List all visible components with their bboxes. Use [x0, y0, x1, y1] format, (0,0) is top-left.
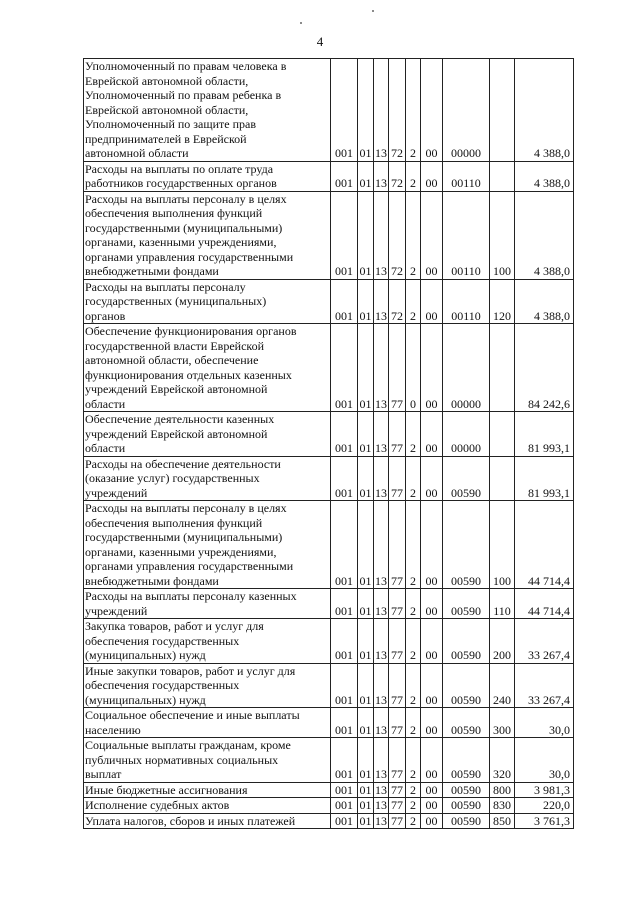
subprogram-code-cell: 2 [406, 663, 421, 708]
table-row [84, 663, 574, 708]
item-name-line: Расходы на выплаты персоналу казенных [85, 589, 297, 603]
scan-speck [372, 10, 374, 12]
item-name-line: органами управления государственными [85, 249, 294, 264]
event-code-cell: 00 [421, 782, 443, 798]
page-number: 4 [316, 34, 324, 49]
program-code-cell: 77 [389, 738, 406, 783]
item-name-cell [84, 59, 331, 162]
subsection-code-cell: 13 [374, 279, 389, 324]
direction-code-cell: 00590 [443, 589, 490, 619]
item-name-line: органов [85, 308, 126, 323]
item-name-line: Уполномоченный по правам человека в [85, 59, 287, 73]
item-name-line: Еврейской автономной области, [85, 102, 249, 117]
direction-code-cell: 00110 [443, 279, 490, 324]
table-row [84, 619, 574, 664]
item-name-line: органами управления государственными [85, 559, 294, 573]
amount-cell: 4 388,0 [515, 161, 574, 191]
item-name-line: обеспечения государственных [85, 678, 240, 692]
item-name-line: государственными (муниципальными) [85, 220, 283, 235]
item-name-line: внебюджетными фондами [85, 573, 219, 588]
grbs-code-cell: 001 [331, 738, 358, 783]
section-code-cell: 01 [359, 782, 372, 797]
event-code-cell: 00 [421, 813, 443, 829]
expense-type-code-cell: 300 [490, 708, 515, 738]
program-code-cell: 77 [389, 589, 406, 619]
subsection-code-cell: 13 [374, 191, 389, 279]
amount-cell: 3 761,3 [515, 813, 574, 829]
amount-cell: 4 388,0 [515, 191, 574, 279]
grbs-code-cell: 001 [331, 798, 358, 814]
subprogram-code-cell: 2 [406, 708, 421, 738]
subsection-code-cell: 13 [375, 813, 387, 828]
subprogram-code-cell: 2 [406, 798, 421, 814]
subsection-code-cell: 13 [374, 619, 389, 664]
item-name-line: Уполномоченный по защите прав [85, 117, 256, 131]
table-row [84, 798, 574, 814]
section-code-cell: 01 [358, 161, 374, 191]
item-name-cell [84, 279, 331, 324]
subsection-code-cell: 13 [375, 782, 387, 797]
item-name-line: Еврейской автономной области, [85, 73, 249, 88]
table-row [84, 456, 574, 501]
amount-cell: 33 267,4 [515, 663, 574, 708]
direction-code-cell: 00590 [443, 708, 490, 738]
expense-type-code-cell: 800 [490, 782, 515, 798]
direction-code-cell: 00000 [443, 412, 490, 457]
item-name-line: государственных (муниципальных) [85, 294, 267, 308]
table-row [84, 708, 574, 738]
item-name-line: автономной области, обеспечение [85, 353, 259, 367]
event-code-cell: 00 [421, 412, 443, 457]
item-name-cell [84, 782, 331, 798]
event-code-cell: 00 [421, 191, 443, 279]
item-name-line: выплат [85, 767, 122, 781]
direction-code-cell: 00590 [443, 663, 490, 708]
item-name-line: Обеспечение деятельности казенных [85, 412, 275, 426]
amount-cell: 4 388,0 [515, 279, 574, 324]
subsection-code-cell: 13 [374, 161, 389, 191]
program-code-cell: 77 [389, 412, 406, 457]
program-code-cell: 77 [389, 798, 406, 814]
item-name-line: функционирования отдельных казенных [85, 367, 292, 382]
item-name-line: Исполнение судебных актов [85, 798, 230, 812]
section-code-cell: 01 [358, 501, 374, 589]
program-code-cell: 77 [389, 663, 406, 708]
event-code-cell: 00 [421, 619, 443, 664]
item-name-line: Расходы на выплаты персоналу [85, 279, 246, 294]
item-name-line: Расходы на выплаты персоналу в целях [85, 501, 287, 515]
table-row [84, 782, 574, 798]
amount-cell: 81 993,1 [515, 412, 574, 457]
subsection-code-cell: 13 [374, 663, 389, 708]
amount-cell: 84 242,6 [515, 324, 574, 412]
item-name-line: области [85, 396, 126, 411]
item-name-cell [84, 324, 331, 412]
program-code-cell: 77 [389, 501, 406, 589]
section-code-cell: 01 [358, 738, 374, 783]
event-code-cell: 00 [421, 59, 443, 162]
program-code-cell: 77 [389, 782, 406, 798]
section-code-cell: 01 [358, 663, 374, 708]
event-code-cell: 00 [421, 324, 443, 412]
program-code-cell: 72 [389, 161, 406, 191]
item-name-cell [84, 663, 331, 708]
event-code-cell: 00 [421, 161, 443, 191]
item-name-line: (муниципальных) нужд [85, 648, 206, 662]
direction-code-cell: 00590 [443, 798, 490, 814]
item-name-line: Расходы на обеспечение деятельности [85, 456, 281, 471]
item-name-line: обеспечения выполнения функций [85, 206, 263, 220]
item-name-line: учреждений Еврейской автономной [85, 426, 268, 441]
subprogram-code-cell: 2 [406, 619, 421, 664]
item-name-line: (оказание услуг) государственных [85, 471, 260, 485]
expense-type-code-cell [490, 456, 515, 501]
item-name-line: публичных нормативных социальных [85, 752, 279, 767]
direction-code-cell: 00000 [443, 59, 490, 162]
item-name-line: государственной власти Еврейской [85, 338, 265, 353]
expense-type-code-cell: 100 [490, 501, 515, 589]
item-name-line: (муниципальных) нужд [85, 692, 206, 707]
direction-code-cell: 00110 [443, 161, 490, 191]
amount-cell: 44 714,4 [515, 589, 574, 619]
grbs-code-cell: 001 [331, 191, 358, 279]
event-code-cell: 00 [421, 663, 443, 708]
item-name-line: органами, казенными учреждениями, [85, 544, 277, 559]
section-code-cell: 01 [358, 619, 374, 664]
subprogram-code-cell: 2 [406, 59, 421, 162]
item-name-line: обеспечения государственных [85, 633, 240, 648]
item-name-line: автономной области [85, 146, 189, 160]
amount-cell: 4 388,0 [515, 59, 574, 162]
item-name-line: работников государственных органов [85, 176, 277, 190]
event-code-cell: 00 [421, 589, 443, 619]
subprogram-code-cell: 2 [406, 412, 421, 457]
program-code-cell: 72 [389, 191, 406, 279]
subsection-code-cell: 13 [374, 412, 389, 457]
amount-cell: 33 267,4 [515, 619, 574, 664]
item-name-line: обеспечения выполнения функций [85, 515, 263, 530]
event-code-cell: 00 [421, 738, 443, 783]
program-code-cell: 77 [389, 813, 406, 829]
grbs-code-cell: 001 [331, 663, 358, 708]
grbs-code-cell: 001 [331, 59, 358, 162]
section-code-cell: 01 [358, 191, 374, 279]
subsection-code-cell: 13 [375, 798, 387, 812]
subprogram-code-cell: 2 [406, 813, 421, 829]
scan-speck [300, 22, 302, 24]
item-name-line: учреждений [85, 603, 148, 618]
table-row [84, 589, 574, 619]
item-name-cell [84, 161, 331, 191]
item-name-cell [84, 708, 331, 738]
direction-code-cell: 00000 [443, 324, 490, 412]
expense-type-code-cell: 100 [490, 191, 515, 279]
item-name-cell [84, 738, 331, 783]
section-code-cell: 01 [359, 798, 372, 812]
grbs-code-cell: 001 [331, 501, 358, 589]
direction-code-cell: 00590 [443, 619, 490, 664]
item-name-line: Иные закупки товаров, работ и услуг для [85, 663, 296, 678]
section-code-cell: 01 [358, 324, 374, 412]
program-code-cell: 77 [389, 456, 406, 501]
subprogram-code-cell: 2 [406, 501, 421, 589]
event-code-cell: 00 [421, 501, 443, 589]
table-row [84, 279, 574, 324]
program-code-cell: 77 [389, 619, 406, 664]
event-code-cell: 00 [421, 456, 443, 501]
program-code-cell: 77 [389, 324, 406, 412]
expense-type-code-cell: 120 [490, 279, 515, 324]
grbs-code-cell: 001 [331, 782, 358, 798]
section-code-cell: 01 [358, 279, 374, 324]
grbs-code-cell: 001 [331, 161, 358, 191]
amount-cell: 81 993,1 [515, 456, 574, 501]
section-code-cell: 01 [358, 456, 374, 501]
subprogram-code-cell: 2 [406, 456, 421, 501]
table-row [84, 501, 574, 589]
subsection-code-cell: 13 [374, 501, 389, 589]
program-code-cell: 77 [389, 708, 406, 738]
item-name-line: учреждений Еврейской автономной [85, 382, 268, 396]
item-name-line: государственными (муниципальными) [85, 530, 283, 544]
subprogram-code-cell: 2 [406, 161, 421, 191]
expense-type-code-cell: 850 [490, 813, 515, 829]
section-code-cell: 01 [358, 59, 374, 162]
amount-cell: 220,0 [515, 798, 574, 814]
item-name-cell [84, 619, 331, 664]
item-name-cell [84, 501, 331, 589]
expense-type-code-cell: 110 [490, 589, 515, 619]
subprogram-code-cell: 2 [406, 782, 421, 798]
subsection-code-cell: 13 [374, 59, 389, 162]
program-code-cell: 72 [389, 279, 406, 324]
grbs-code-cell: 001 [331, 619, 358, 664]
table-row [84, 161, 574, 191]
direction-code-cell: 00590 [443, 738, 490, 783]
subsection-code-cell: 13 [374, 456, 389, 501]
subsection-code-cell: 13 [374, 708, 389, 738]
item-name-line: предпринимателей в Еврейской [85, 131, 247, 146]
expense-type-code-cell: 200 [490, 619, 515, 664]
table-row [84, 324, 574, 412]
table-row [84, 813, 574, 829]
section-code-cell: 01 [358, 589, 374, 619]
item-name-line: области [85, 441, 126, 455]
amount-cell: 30,0 [515, 738, 574, 783]
section-code-cell: 01 [359, 813, 372, 828]
expense-type-code-cell [490, 161, 515, 191]
grbs-code-cell: 001 [331, 813, 358, 829]
table-row [84, 191, 574, 279]
subprogram-code-cell: 2 [406, 191, 421, 279]
item-name-line: внебюджетными фондами [85, 264, 219, 278]
grbs-code-cell: 001 [331, 324, 358, 412]
event-code-cell: 00 [421, 798, 443, 814]
expense-type-code-cell [490, 324, 515, 412]
subprogram-code-cell: 2 [406, 279, 421, 324]
item-name-line: органами, казенными учреждениями, [85, 235, 277, 249]
item-name-line: Уплата налогов, сборов и иных платежей [85, 813, 296, 828]
section-code-cell: 01 [358, 412, 374, 457]
subsection-code-cell: 13 [374, 738, 389, 783]
direction-code-cell: 00590 [443, 782, 490, 798]
item-name-cell [84, 456, 331, 501]
item-name-line: Социальное обеспечение и иные выплаты [85, 708, 300, 722]
expense-type-code-cell: 240 [490, 663, 515, 708]
direction-code-cell: 00590 [443, 501, 490, 589]
subprogram-code-cell: 0 [406, 324, 421, 412]
item-name-cell [84, 813, 331, 829]
section-code-cell: 01 [358, 708, 374, 738]
table-row [84, 412, 574, 457]
program-code-cell: 72 [389, 59, 406, 162]
item-name-line: Иные бюджетные ассигнования [85, 782, 248, 797]
item-name-cell [84, 412, 331, 457]
expense-type-code-cell [490, 59, 515, 162]
direction-code-cell: 00110 [443, 191, 490, 279]
expense-type-code-cell: 320 [490, 738, 515, 783]
event-code-cell: 00 [421, 279, 443, 324]
event-code-cell: 00 [421, 708, 443, 738]
item-name-cell [84, 798, 331, 814]
subprogram-code-cell: 2 [406, 589, 421, 619]
item-name-line: Обеспечение функционирования органов [85, 324, 297, 338]
subsection-code-cell: 13 [374, 589, 389, 619]
amount-cell: 30,0 [515, 708, 574, 738]
item-name-cell [84, 589, 331, 619]
table-row [84, 738, 574, 783]
grbs-code-cell: 001 [331, 589, 358, 619]
item-name-line: Закупка товаров, работ и услуг для [85, 619, 264, 633]
item-name-line: Социальные выплаты гражданам, кроме [85, 738, 291, 752]
subsection-code-cell: 13 [374, 324, 389, 412]
subprogram-code-cell: 2 [406, 738, 421, 783]
grbs-code-cell: 001 [331, 456, 358, 501]
grbs-code-cell: 001 [331, 279, 358, 324]
item-name-line: учреждений [85, 485, 148, 500]
item-name-line: Расходы на выплаты персоналу в целях [85, 191, 287, 206]
amount-cell: 3 981,3 [515, 782, 574, 798]
item-name-cell [84, 191, 331, 279]
grbs-code-cell: 001 [331, 708, 358, 738]
budget-table [83, 58, 574, 829]
item-name-line: Расходы на выплаты по оплате труда [85, 161, 274, 176]
expense-type-code-cell: 830 [490, 798, 515, 814]
direction-code-cell: 00590 [443, 456, 490, 501]
item-name-line: Уполномоченный по правам ребенка в [85, 88, 282, 102]
table-row [84, 59, 574, 162]
item-name-line: населению [85, 722, 141, 737]
grbs-code-cell: 001 [331, 412, 358, 457]
amount-cell: 44 714,4 [515, 501, 574, 589]
expense-type-code-cell [490, 412, 515, 457]
direction-code-cell: 00590 [443, 813, 490, 829]
